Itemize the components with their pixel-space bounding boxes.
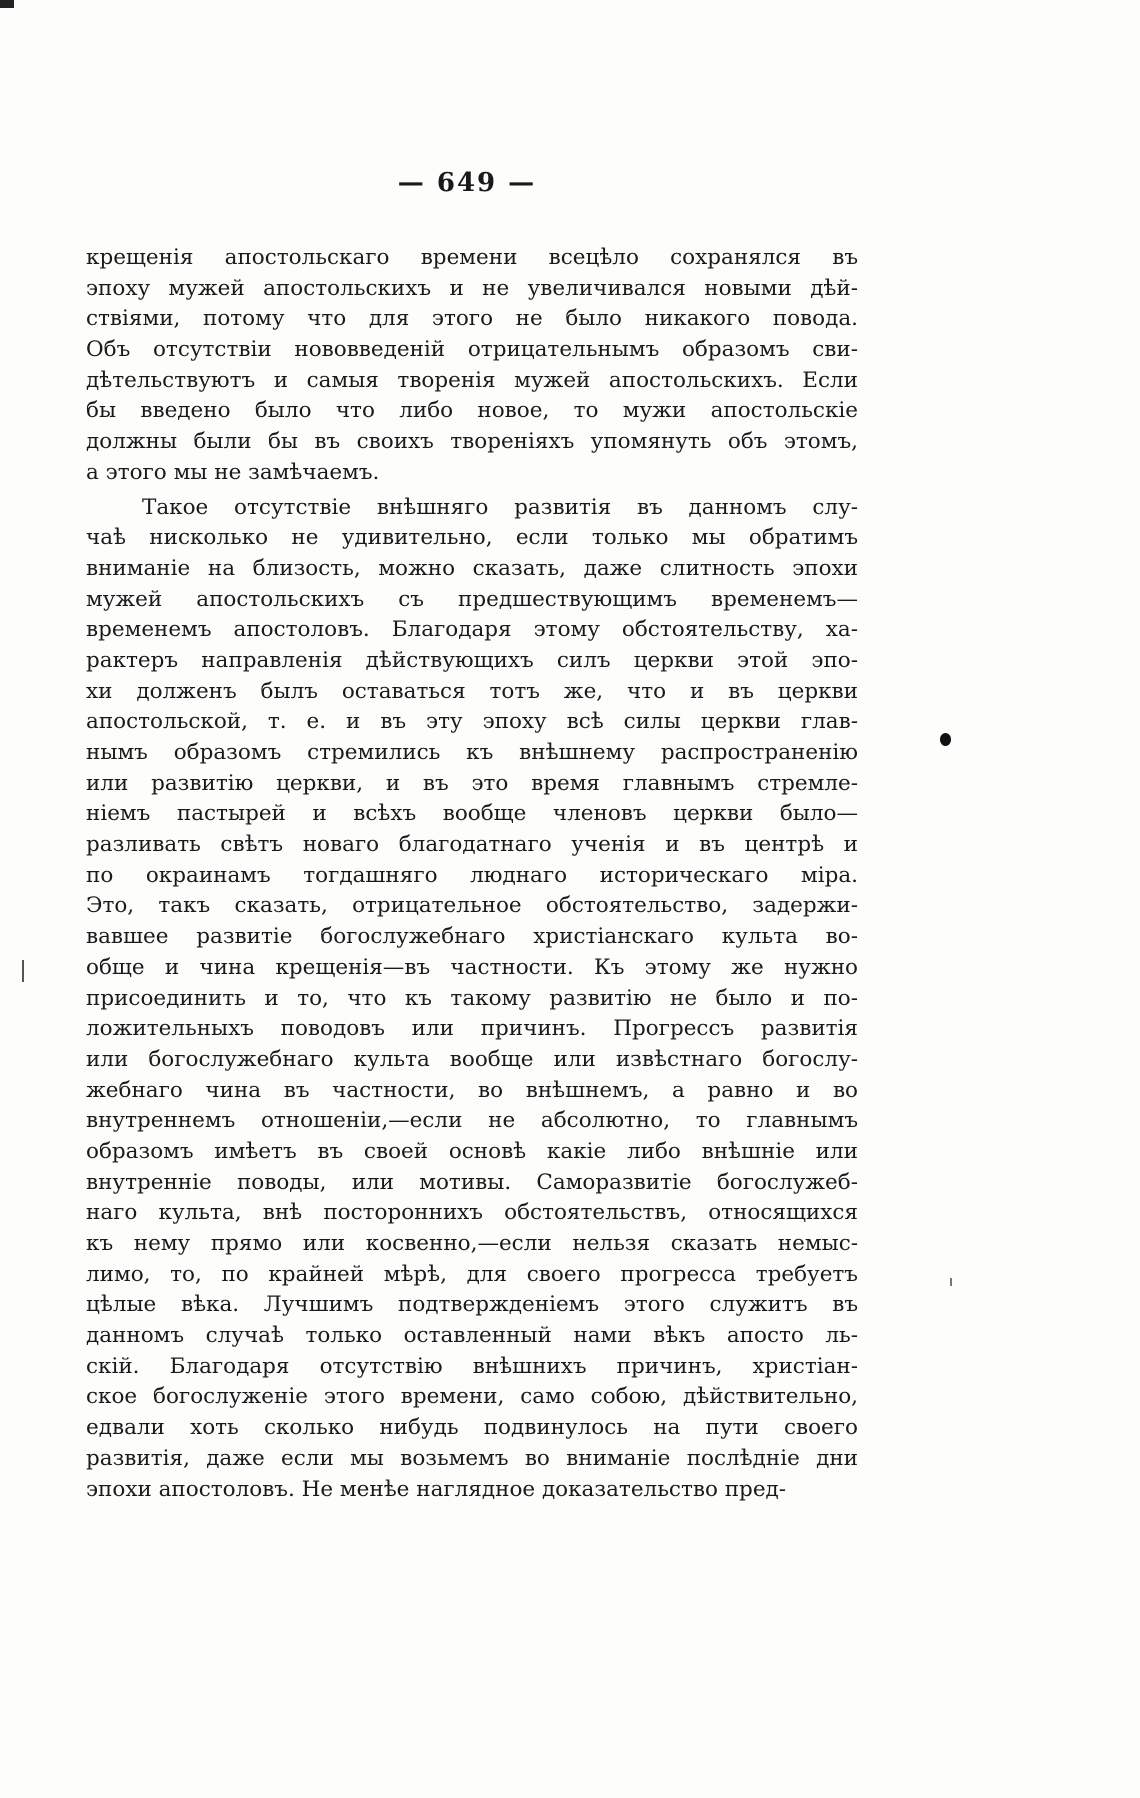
text-line: крещенія апостольскаго времени всецѣло сохранялся въ xyxy=(86,245,858,270)
text-line: внутреннемъ отношеніи,—если не абсолютно, то главнымъ xyxy=(86,1108,858,1134)
text-line: Объ отсутствіи нововведеній отрицательнымъ образомъ сви- xyxy=(86,337,858,363)
text-line: жебнаго чина въ частности, во внѣшнемъ, а равно и во xyxy=(86,1077,858,1103)
page-number: — 649 — xyxy=(397,168,537,198)
text-line: дѣтельствуютъ и самыя творенія мужей апостольскихъ. Если xyxy=(86,367,858,393)
text-line: эпоху мужей апостольскихъ и не увеличивался новыми дѣй- xyxy=(86,275,858,301)
scan-corner-mark xyxy=(0,0,14,8)
text-line: хи долженъ былъ оставаться тотъ же, что и въ церкви xyxy=(86,678,858,704)
text-line: лимо, то, по крайней мѣрѣ, для своего прогресса требуетъ xyxy=(86,1261,858,1287)
margin-ink-dot xyxy=(940,733,951,746)
text-line: а этого мы не замѣчаемъ. xyxy=(86,459,380,485)
text-line: или богослужебнаго культа вообще или извѣстнаго богослу- xyxy=(86,1046,858,1072)
text-line: Такое отсутствіе внѣшняго развитія въ данномъ слу- xyxy=(142,494,858,520)
text-line: данномъ случаѣ только оставленный нами вѣкъ апосто ль- xyxy=(86,1323,858,1349)
text-line: обще и чина крещенія—въ частности. Къ этому же нужно xyxy=(86,954,858,980)
text-line: разливать свѣтъ новаго благодатнаго ученія и въ центрѣ и xyxy=(86,832,858,858)
text-line: или развитію церкви, и въ это время главнымъ стремле- xyxy=(86,770,858,796)
text-line: внутренніе поводы, или мотивы. Саморазвитіе богослужеб- xyxy=(86,1169,858,1195)
body-text xyxy=(86,243,858,1505)
text-line: по окраинамъ тогдашняго люднаго историческаго міра. xyxy=(86,862,858,888)
text-line: апостольской, т. е. и въ эту эпоху всѣ силы церкви глав- xyxy=(86,709,858,735)
text-line: нымъ образомъ стремились къ внѣшнему распространенію xyxy=(86,740,858,765)
text-line: вниманіе на близость, можно сказать, даже слитность эпохи xyxy=(86,555,858,581)
text-line: цѣлые вѣка. Лучшимъ подтвержденіемъ этого служитъ въ xyxy=(86,1292,858,1318)
text-line: рактеръ направленія дѣйствующихъ силъ церкви этой эпо- xyxy=(86,647,858,673)
text-line: ложительныхъ поводовъ или причинъ. Прогрессъ развитія xyxy=(86,1016,858,1042)
text-line: развитія, даже если мы возьмемъ во вниманіе послѣдніе дни xyxy=(86,1445,858,1471)
text-line: наго культа, внѣ постороннихъ обстоятельствъ, относящихся xyxy=(86,1200,858,1226)
margin-ink-line xyxy=(22,960,24,982)
text-line: ствіями, потому что для этого не было никакого повода. xyxy=(86,306,858,332)
text-line: временемъ апостоловъ. Благодаря этому обстоятельству, ха- xyxy=(86,617,858,643)
text-line: эпохи апостоловъ. Не менѣе наглядное доказательство пред- xyxy=(86,1476,787,1502)
text-line: къ нему прямо или косвенно,—если нельзя сказать немыс- xyxy=(86,1231,858,1256)
text-line: ніемъ пастырей и всѣхъ вообще членовъ церкви было— xyxy=(86,801,858,827)
text-line: едвали хоть сколько нибудь подвинулось на пути своего xyxy=(86,1415,858,1441)
text-line: ское богослуженіе этого времени, само собою, дѣйствительно, xyxy=(86,1384,858,1410)
text-line: вавшее развитіе богослужебнаго христіанскаго культа во- xyxy=(86,924,858,950)
paragraph-1 xyxy=(86,243,858,489)
text-line: образомъ имѣетъ въ своей основѣ какіе либо внѣшніе или xyxy=(86,1138,858,1164)
paragraph-2 xyxy=(86,493,858,1506)
text-line: должны были бы въ своихъ твореніяхъ упомянуть объ этомъ, xyxy=(86,429,858,455)
text-line: присоединить и то, что къ такому развитію не было и по- xyxy=(86,985,858,1011)
text-line: Это, такъ сказать, отрицательное обстоятельство, задержи- xyxy=(86,893,858,919)
text-line: мужей апостольскихъ съ предшествующимъ временемъ— xyxy=(86,586,858,612)
text-line: чаѣ нисколько не удивительно, если только мы обратимъ xyxy=(86,525,858,551)
text-line: бы введено было что либо новое, то мужи апостольскіе xyxy=(86,398,858,424)
text-line: скій. Благодаря отсутствію внѣшнихъ причинъ, христіан- xyxy=(86,1353,858,1379)
margin-ink-tick xyxy=(950,1278,952,1286)
